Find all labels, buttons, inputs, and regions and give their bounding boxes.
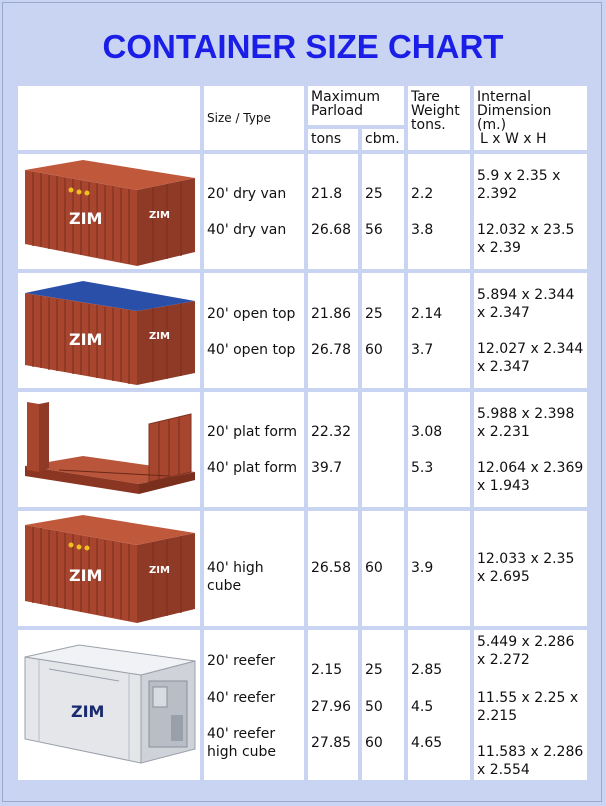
tare-weight: 4.65: [411, 735, 443, 751]
payload-tons: 21.86: [311, 306, 352, 322]
container-type: 40' high cube: [207, 560, 264, 594]
payload-tons: 26.58: [311, 560, 352, 576]
svg-text:ZIM: ZIM: [69, 329, 103, 349]
header-size-type: Size / Type: [202, 84, 306, 152]
payload-cbm: 60: [365, 735, 383, 751]
payload-tons: 2.15: [311, 662, 343, 678]
internal-dimension: 5.449 x 2.286 x 2.272: [477, 634, 575, 668]
table-row: [16, 628, 589, 782]
table-row: [16, 152, 589, 271]
payload-tons: 27.96: [311, 699, 352, 715]
flat-rack-container-image: [16, 390, 202, 509]
header-internal-sub: L x W x H: [480, 131, 547, 147]
payload-cbm: 60: [365, 560, 383, 576]
svg-text:ZIM: ZIM: [149, 330, 170, 342]
container-type: 40' plat form: [207, 460, 298, 476]
container-type: 40' open top: [207, 342, 296, 358]
payload-tons: 27.85: [311, 735, 352, 751]
payload-cbm: 25: [365, 306, 383, 322]
container-type: 20' reefer: [207, 653, 276, 669]
container-type: 20' open top: [207, 306, 296, 322]
header-tons: tons: [306, 127, 360, 153]
tare-weight: 2.85: [411, 662, 443, 678]
header-blank-cell: [16, 84, 202, 152]
open-top-container-image: [16, 271, 202, 390]
table-row: [16, 509, 589, 628]
svg-text:ZIM: ZIM: [149, 209, 170, 221]
container-type: 40' dry van: [207, 222, 287, 238]
tare-weight: 5.3: [411, 460, 434, 476]
tare-weight: 3.08: [411, 424, 443, 440]
header-internal-title: Internal Dimension (m.): [477, 89, 552, 133]
container-size-table: [16, 84, 589, 782]
header-tare-weight: Tare Weight tons.: [406, 84, 472, 152]
payload-cbm: 25: [365, 662, 383, 678]
internal-dimension: 5.9 x 2.35 x 2.392: [477, 168, 561, 202]
svg-text:ZIM: ZIM: [69, 208, 103, 228]
tare-weight: 2.2: [411, 186, 434, 202]
internal-dimension: 5.988 x 2.398 x 2.231: [477, 406, 575, 440]
tare-weight: 3.8: [411, 222, 434, 238]
table-row: [16, 390, 589, 509]
payload-tons: 22.32: [311, 424, 352, 440]
header-internal-dimension: [472, 84, 589, 152]
header-max-payload: Maximum Parload: [306, 84, 406, 127]
internal-dimension: 12.032 x 23.5 x 2.39: [477, 222, 575, 256]
tare-weight: 2.14: [411, 306, 443, 322]
tare-weight: 3.9: [411, 560, 434, 576]
reefer-container-image: [16, 628, 202, 782]
payload-cbm: 60: [365, 342, 383, 358]
high-cube-container-image: [16, 509, 202, 628]
internal-dimension: 12.033 x 2.35 x 2.695: [477, 551, 575, 585]
internal-dimension: 12.027 x 2.344 x 2.347: [477, 341, 584, 375]
internal-dimension: 11.583 x 2.286 x 2.554: [477, 744, 584, 778]
svg-text:ZIM: ZIM: [69, 565, 103, 585]
internal-dimension: 12.064 x 2.369 x 1.943: [477, 460, 584, 494]
container-type: 20' dry van: [207, 186, 287, 202]
dry-van-container-image: [16, 152, 202, 271]
payload-cbm: 50: [365, 699, 383, 715]
page-title: CONTAINER SIZE CHART: [102, 28, 504, 65]
internal-dimension: 11.55 x 2.25 x 2.215: [477, 690, 579, 724]
header-cbm: cbm.: [360, 127, 406, 153]
tare-weight: 3.7: [411, 342, 434, 358]
payload-cbm: 56: [365, 222, 383, 238]
table-row: [16, 271, 589, 390]
tare-weight: 4.5: [411, 699, 434, 715]
payload-tons: 21.8: [311, 186, 343, 202]
container-type: 20' plat form: [207, 424, 298, 440]
payload-tons: 39.7: [311, 460, 343, 476]
payload-tons: 26.68: [311, 222, 352, 238]
svg-text:ZIM: ZIM: [71, 702, 105, 721]
payload-tons: 26.78: [311, 342, 352, 358]
svg-text:ZIM: ZIM: [149, 564, 170, 576]
internal-dimension: 5.894 x 2.344 x 2.347: [477, 287, 575, 321]
container-type: 40' reefer: [207, 690, 276, 706]
container-type: 40' reefer high cube: [207, 726, 277, 760]
payload-cbm: 25: [365, 186, 383, 202]
